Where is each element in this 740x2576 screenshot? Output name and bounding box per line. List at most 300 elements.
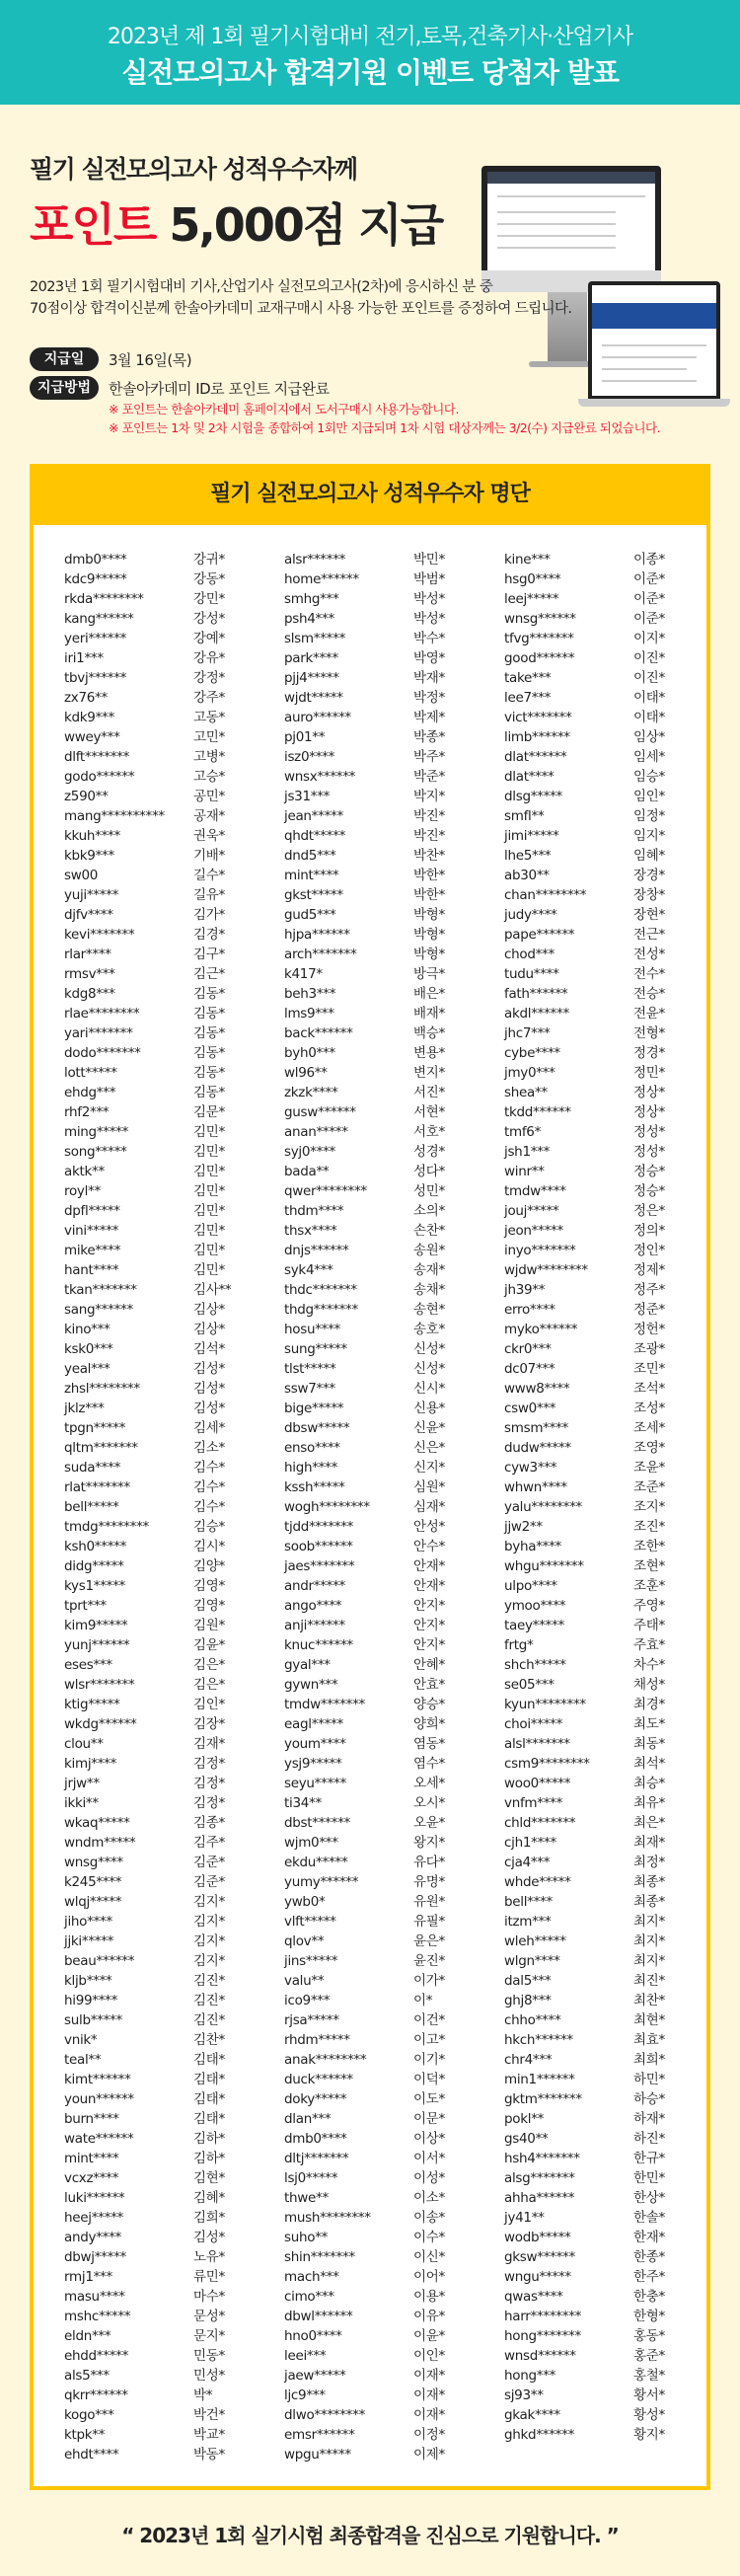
winner-id: byha**** <box>504 1539 561 1554</box>
winner-id: beh3*** <box>284 986 336 1002</box>
winner-id: shin******* <box>284 2249 355 2265</box>
winner-name: 박주* <box>413 749 445 765</box>
winner-name: 김승* <box>193 1519 225 1535</box>
winners-list-title: 필기 실전모의고사 성적우수자 명단 <box>30 464 710 525</box>
winner-name: 김정* <box>193 1795 225 1811</box>
winner-name: 이소* <box>413 2190 445 2206</box>
winner-name: 김태* <box>193 2052 225 2068</box>
winner-id: shea** <box>504 1085 548 1100</box>
winner-name: 김지* <box>193 1894 225 1910</box>
monitor-image <box>481 166 661 292</box>
winner-name: 김가* <box>193 907 225 923</box>
winner-id: hosu**** <box>284 1322 341 1337</box>
winner-name: 성민* <box>413 1183 445 1199</box>
winner-id: qwas**** <box>504 2289 563 2305</box>
winner-id: pape****** <box>504 927 575 943</box>
winner-name: 조훈* <box>633 1578 665 1594</box>
winner-name: 박형* <box>413 947 445 962</box>
winner-name: 김동* <box>193 1065 225 1081</box>
winner-id: burn**** <box>64 2111 119 2127</box>
winner-name: 최석* <box>633 1756 665 1772</box>
winner-id: rkda******** <box>64 591 144 607</box>
winner-name: 신지* <box>413 1460 445 1476</box>
winner-name: 조진* <box>633 1519 665 1535</box>
winner-id: tjdd******* <box>284 1519 354 1535</box>
winner-id: jrjw** <box>64 1776 100 1791</box>
winner-id: dbst****** <box>284 1815 350 1831</box>
winner-name: 김찬* <box>193 2032 225 2048</box>
winner-name: 이준* <box>633 611 665 627</box>
winner-id: teal** <box>64 2052 102 2068</box>
winner-name: 유필* <box>413 1914 445 1930</box>
winner-name: 박종* <box>413 729 445 745</box>
winner-id: luki****** <box>64 2190 125 2206</box>
winner-id: psh4*** <box>284 611 334 627</box>
winner-id: smfl** <box>504 808 545 824</box>
winner-id: kys1***** <box>64 1578 125 1594</box>
winner-name: 박형* <box>413 927 445 943</box>
winner-name: 성다* <box>413 1164 445 1179</box>
winner-id: take*** <box>504 670 552 686</box>
winner-id: dltj******* <box>284 2151 349 2166</box>
winner-name: 김동* <box>193 1085 225 1100</box>
winner-name: 정성* <box>633 1124 665 1140</box>
winner-id: eagl***** <box>284 1716 343 1732</box>
winner-name: 홍동* <box>633 2328 665 2344</box>
winner-name: 조영* <box>633 1440 665 1456</box>
winner-id: gs40** <box>504 2131 549 2147</box>
winner-id: limb****** <box>504 729 570 745</box>
winner-name: 최현* <box>633 2012 665 2028</box>
winner-id: rhf2*** <box>64 1104 110 1120</box>
payment-method-value: 한솔아카데미 ID로 포인트 지급완료 <box>109 379 330 398</box>
winner-name: 임혜* <box>633 848 665 864</box>
winner-id: chr4*** <box>504 2052 553 2068</box>
winner-name: 한상* <box>633 2190 665 2206</box>
winner-name: 김민* <box>193 1164 225 1179</box>
winner-name: 안재* <box>413 1578 445 1594</box>
promo-headline <box>30 189 442 255</box>
winner-name: 이서* <box>413 2151 445 2166</box>
winner-id: lee7*** <box>504 690 552 706</box>
winner-name: 김인* <box>193 1697 225 1712</box>
winner-name: 신용* <box>413 1401 445 1416</box>
winner-name: 황성* <box>633 2407 665 2423</box>
winner-name: 이수* <box>413 2230 445 2245</box>
winner-name: 안효* <box>413 1677 445 1693</box>
winner-name: 강정* <box>193 670 225 686</box>
winner-id: mach*** <box>284 2269 339 2285</box>
winner-id: kevi******* <box>64 927 135 943</box>
winner-name: 서호* <box>413 1124 445 1140</box>
winner-name: 최지* <box>633 1914 665 1930</box>
winner-id: bell***** <box>64 1499 119 1515</box>
winner-id: syk4*** <box>284 1262 333 1278</box>
winner-id: ghkd****** <box>504 2427 575 2443</box>
header-line2: 실전모의고사 합격기원 이벤트 당첨자 발표 <box>121 56 619 89</box>
winner-id: hi99**** <box>64 1993 118 2008</box>
winner-id: ekdu***** <box>284 1855 348 1870</box>
winner-name: 오세* <box>413 1776 445 1791</box>
winner-name: 최지* <box>633 1953 665 1969</box>
winner-id: tkan******* <box>64 1282 137 1298</box>
winner-id: ming***** <box>64 1124 129 1140</box>
winner-name: 정주* <box>633 1282 665 1298</box>
winner-name: 배은* <box>413 986 445 1002</box>
footer-message: “ 2023년 1회 실기시험 최종합격을 진심으로 기원합니다. ” <box>121 2524 619 2547</box>
winner-name: 김근* <box>193 966 225 982</box>
winner-name: 김동* <box>193 1025 225 1041</box>
winner-id: thwe** <box>284 2190 329 2206</box>
winner-name: 이재* <box>413 2407 445 2423</box>
winner-name: 김은* <box>193 1657 225 1673</box>
winner-id: kljb**** <box>64 1973 112 1989</box>
winner-id: ksh0***** <box>64 1539 127 1554</box>
winner-id: fath****** <box>504 986 568 1002</box>
winner-id: chod*** <box>504 947 555 962</box>
winner-id: gywn*** <box>284 1677 338 1693</box>
winner-name: 김하* <box>193 2131 225 2147</box>
winner-name: 이상* <box>413 2131 445 2147</box>
winner-id: masu**** <box>64 2289 125 2305</box>
winner-id: lhe5*** <box>504 848 552 864</box>
winner-name: 하재* <box>633 2111 665 2127</box>
winner-name: 김진* <box>193 1993 225 2008</box>
winner-id: cimo*** <box>284 2289 334 2305</box>
winner-name: 한종* <box>633 2249 665 2265</box>
winner-id: ksk0*** <box>64 1341 113 1357</box>
winner-name: 김동* <box>193 1006 225 1022</box>
winner-id: vini***** <box>64 1223 119 1239</box>
winner-id: dudw***** <box>504 1440 571 1456</box>
winner-name: 신시* <box>413 1381 445 1397</box>
winner-name: 박한* <box>413 887 445 903</box>
winner-id: ktpk** <box>64 2427 106 2443</box>
winner-name: 최종* <box>633 1874 665 1890</box>
winner-name: 이기* <box>413 2052 445 2068</box>
winner-name: 김진* <box>193 1973 225 1989</box>
winner-name: 김은* <box>193 1677 225 1693</box>
winner-name: 송원* <box>413 1243 445 1258</box>
winner-id: sj93** <box>504 2387 544 2403</box>
winner-name: 김지* <box>193 1953 225 1969</box>
winner-id: syj0**** <box>284 1144 335 1160</box>
winner-id: knuc****** <box>284 1637 353 1653</box>
winner-name: 신은* <box>413 1440 445 1456</box>
winner-name: 조석* <box>633 1381 665 1397</box>
winner-id: dlwo******** <box>284 2407 366 2423</box>
winner-name: 이준* <box>633 571 665 587</box>
winner-name: 고병* <box>193 749 225 765</box>
winner-name: 한솔* <box>633 2210 665 2226</box>
winner-id: shch***** <box>504 1657 566 1673</box>
winner-name: 김수* <box>193 1460 225 1476</box>
winner-id: beau****** <box>64 1953 135 1969</box>
winner-id: bige***** <box>284 1401 344 1416</box>
winner-name: 임지* <box>633 828 665 844</box>
winner-id: hsg0**** <box>504 571 561 587</box>
winner-id: park**** <box>284 650 338 666</box>
winner-name: 안지* <box>413 1637 445 1653</box>
winner-id: dlat**** <box>504 769 555 785</box>
winner-id: thsx**** <box>284 1223 337 1239</box>
winner-name: 김진* <box>193 2012 225 2028</box>
winner-id: tmdw**** <box>504 1183 566 1199</box>
winner-id: wndm***** <box>64 1835 136 1851</box>
winner-name: 조윤* <box>633 1460 665 1476</box>
winner-id: hno0**** <box>284 2328 342 2344</box>
winner-name: 전형* <box>633 1025 665 1041</box>
winner-id: qlov** <box>284 1933 325 1949</box>
winner-id: judy**** <box>504 907 557 923</box>
winner-id: itzm*** <box>504 1914 552 1930</box>
winner-id: dc07*** <box>504 1361 555 1377</box>
winner-name: 황서* <box>633 2387 665 2403</box>
winner-name: 김경* <box>193 927 225 943</box>
winner-id: tkdd****** <box>504 1104 571 1120</box>
winner-id: whgu******* <box>504 1558 584 1574</box>
winner-id: vnik* <box>64 2032 98 2048</box>
winner-name: 김민* <box>193 1223 225 1239</box>
winner-id: z590** <box>64 789 109 804</box>
winner-name: 임세* <box>633 749 665 765</box>
winner-id: wpgu***** <box>284 2447 351 2462</box>
winner-id: smhg*** <box>284 591 339 607</box>
winner-id: lms9*** <box>284 1006 334 1022</box>
winner-name: 이건* <box>413 2012 445 2028</box>
winner-name: 조지* <box>633 1499 665 1515</box>
winner-name: 박건* <box>193 2407 225 2423</box>
winner-name: 백승* <box>413 1025 445 1041</box>
winner-name: 김시* <box>193 1539 225 1554</box>
winner-name: 강동* <box>193 571 225 587</box>
winner-name: 김재* <box>193 1736 225 1752</box>
winner-id: didg***** <box>64 1558 124 1574</box>
winner-name: 정민* <box>633 1065 665 1081</box>
winner-name: 김문* <box>193 1104 225 1120</box>
winner-id: tmdg******** <box>64 1519 149 1535</box>
winner-name: 서현* <box>413 1104 445 1120</box>
winner-id: ktig***** <box>64 1697 120 1712</box>
winner-id: kdc9***** <box>64 571 127 587</box>
winner-name: 김석* <box>193 1341 225 1357</box>
winner-id: frtg* <box>504 1637 534 1653</box>
winner-id: iri1*** <box>64 650 104 666</box>
winner-name: 안지* <box>413 1598 445 1614</box>
winner-name: 조준* <box>633 1479 665 1495</box>
winner-name: 송호* <box>413 1322 445 1337</box>
winner-name: 최정* <box>633 1855 665 1870</box>
winner-name: 장현* <box>633 907 665 923</box>
winner-name: 이제* <box>413 2447 445 2462</box>
winner-id: ckr0*** <box>504 1341 552 1357</box>
winner-id: jjw2** <box>504 1519 543 1535</box>
winner-id: tmdw******* <box>284 1697 366 1712</box>
winner-name: 정준* <box>633 1302 665 1318</box>
winner-id: kang****** <box>64 611 134 627</box>
winner-id: dmb0**** <box>284 2131 347 2147</box>
winner-name: 최동* <box>633 1736 665 1752</box>
winner-name: 한주* <box>633 2269 665 2285</box>
winner-id: chld******* <box>504 1815 576 1831</box>
winner-id: hsh4******* <box>504 2151 580 2166</box>
winner-id: ysj9***** <box>284 1756 342 1772</box>
winner-id: ti34** <box>284 1795 322 1811</box>
laptop-image <box>588 281 720 400</box>
winner-id: wkaq***** <box>64 1815 130 1831</box>
winner-name: 정경* <box>633 1045 665 1061</box>
winner-name: 김영* <box>193 1598 225 1614</box>
winner-id: suho** <box>284 2230 329 2245</box>
winner-id: mint**** <box>64 2151 119 2166</box>
winner-id: js31*** <box>284 789 331 804</box>
winner-name: 박진* <box>413 808 445 824</box>
winner-id: www8**** <box>504 1381 570 1397</box>
winner-name: 최승* <box>633 1776 665 1791</box>
winner-name: 문지* <box>193 2328 225 2344</box>
winner-id: ico9*** <box>284 1993 331 2008</box>
winner-name: 안성* <box>413 1519 445 1535</box>
winner-id: yuji***** <box>64 887 119 903</box>
winner-name: 최재* <box>633 1835 665 1851</box>
winner-name: 박성* <box>413 611 445 627</box>
winner-name: 이성* <box>413 2170 445 2186</box>
winner-id: wlgn**** <box>504 1953 560 1969</box>
winner-id: kimj**** <box>64 1756 117 1772</box>
winner-name: 강성* <box>193 611 225 627</box>
winner-id: wjdt***** <box>284 690 343 706</box>
winner-id: dbsw***** <box>284 1420 350 1436</box>
winner-id: slsm***** <box>284 631 346 646</box>
winner-name: 하승* <box>633 2091 665 2107</box>
winner-id: gktm******* <box>504 2091 582 2107</box>
winner-id: jaes******* <box>284 1558 355 1574</box>
winner-name: 오시* <box>413 1795 445 1811</box>
winner-id: vnfm**** <box>504 1795 563 1811</box>
winner-id: yari******* <box>64 1025 133 1041</box>
winner-name: 최경* <box>633 1697 665 1712</box>
winner-id: gyal*** <box>284 1657 331 1673</box>
winner-id: aktk** <box>64 1164 105 1179</box>
winner-name: 한형* <box>633 2309 665 2324</box>
winner-id: chho**** <box>504 2012 561 2028</box>
winner-id: wl96** <box>284 1065 328 1081</box>
winner-name: 임상* <box>633 729 665 745</box>
winner-name: 최지* <box>633 1933 665 1949</box>
winner-id: youm**** <box>284 1736 346 1752</box>
winner-id: dal5*** <box>504 1973 552 1989</box>
winner-name: 김구* <box>193 947 225 962</box>
winner-id: dlft******* <box>64 749 130 765</box>
winner-id: min1****** <box>504 2072 575 2087</box>
winner-id: wodb***** <box>504 2230 571 2245</box>
winner-name: 김민* <box>193 1124 225 1140</box>
winner-name: 최유* <box>633 1795 665 1811</box>
winner-name: 이윤* <box>413 2328 445 2344</box>
winner-name: 김민* <box>193 1203 225 1219</box>
winner-name: 김희* <box>193 2210 225 2226</box>
winner-id: ljc9*** <box>284 2387 326 2403</box>
winner-id: smsm**** <box>504 1420 568 1436</box>
winner-id: qkrr****** <box>64 2387 128 2403</box>
winner-id: seyu***** <box>284 1776 346 1791</box>
winner-id: dlsg***** <box>504 789 562 804</box>
winner-name: 송현* <box>413 1302 445 1318</box>
winner-name: 김혜* <box>193 2190 225 2206</box>
winner-id: lsj0***** <box>284 2170 338 2186</box>
winner-name: 박교* <box>193 2427 225 2443</box>
winner-name: 주효* <box>633 1637 665 1653</box>
payment-date-row <box>30 347 191 371</box>
winner-name: 소의* <box>413 1203 445 1219</box>
winner-id: rlar**** <box>64 947 111 962</box>
winner-name: 송재* <box>413 1262 445 1278</box>
winner-name: 강유* <box>193 650 225 666</box>
winner-name: 박재* <box>413 670 445 686</box>
winner-name: 김성* <box>193 1401 225 1416</box>
winner-name: 권욱* <box>193 828 225 844</box>
promo-description <box>30 276 571 320</box>
winner-id: mush******** <box>284 2210 371 2226</box>
winner-name: 박진* <box>413 828 445 844</box>
winner-name: 이준* <box>633 591 665 607</box>
winner-id: zx76** <box>64 690 108 706</box>
payment-date-badge: 지급일 <box>30 347 99 371</box>
winner-name: 주영* <box>633 1598 665 1614</box>
winner-name: 최효* <box>633 2032 665 2048</box>
winner-id: jean***** <box>284 808 343 824</box>
winner-name: 정제* <box>633 1262 665 1278</box>
winner-id: valu** <box>284 1973 325 1989</box>
winner-name: 김민* <box>193 1262 225 1278</box>
winner-id: gud5*** <box>284 907 336 923</box>
winner-id: dodo******* <box>64 1045 141 1061</box>
winner-id: jsh1*** <box>504 1144 551 1160</box>
winner-name: 정은* <box>633 1203 665 1219</box>
winner-name: 박한* <box>413 868 445 883</box>
winner-name: 손찬* <box>413 1223 445 1239</box>
winner-id: ab30** <box>504 868 550 883</box>
winner-name: 박성* <box>413 591 445 607</box>
winner-name: 변지* <box>413 1065 445 1081</box>
winner-name: 김지* <box>193 1914 225 1930</box>
winner-name: 김원* <box>193 1618 225 1633</box>
winner-id: anak******** <box>284 2052 367 2068</box>
winner-id: jh39** <box>504 1282 546 1298</box>
winner-name: 안재* <box>413 1558 445 1574</box>
winner-id: hjpa****** <box>284 927 350 943</box>
winner-id: sung***** <box>284 1341 347 1357</box>
winner-id: gksw****** <box>504 2249 575 2265</box>
winner-id: ehdd***** <box>64 2348 129 2364</box>
winner-name: 김상* <box>193 1322 225 1337</box>
winner-name: 박지* <box>413 789 445 804</box>
winner-name: 류민* <box>193 2269 225 2285</box>
winner-name: 박영* <box>413 650 445 666</box>
winner-id: kdk9*** <box>64 710 114 725</box>
winner-id: alsl******* <box>504 1736 570 1752</box>
winner-id: youn****** <box>64 2091 134 2107</box>
winner-id: soob****** <box>284 1539 353 1554</box>
winner-name: 길수* <box>193 868 225 883</box>
header-banner <box>0 0 740 105</box>
winner-name: 김민* <box>193 1144 225 1160</box>
winner-id: qltm******* <box>64 1440 138 1456</box>
winner-id: ikki** <box>64 1795 99 1811</box>
winner-id: rlat******* <box>64 1479 130 1495</box>
winner-id: andy**** <box>64 2230 121 2245</box>
winner-name: 이정* <box>413 2427 445 2443</box>
